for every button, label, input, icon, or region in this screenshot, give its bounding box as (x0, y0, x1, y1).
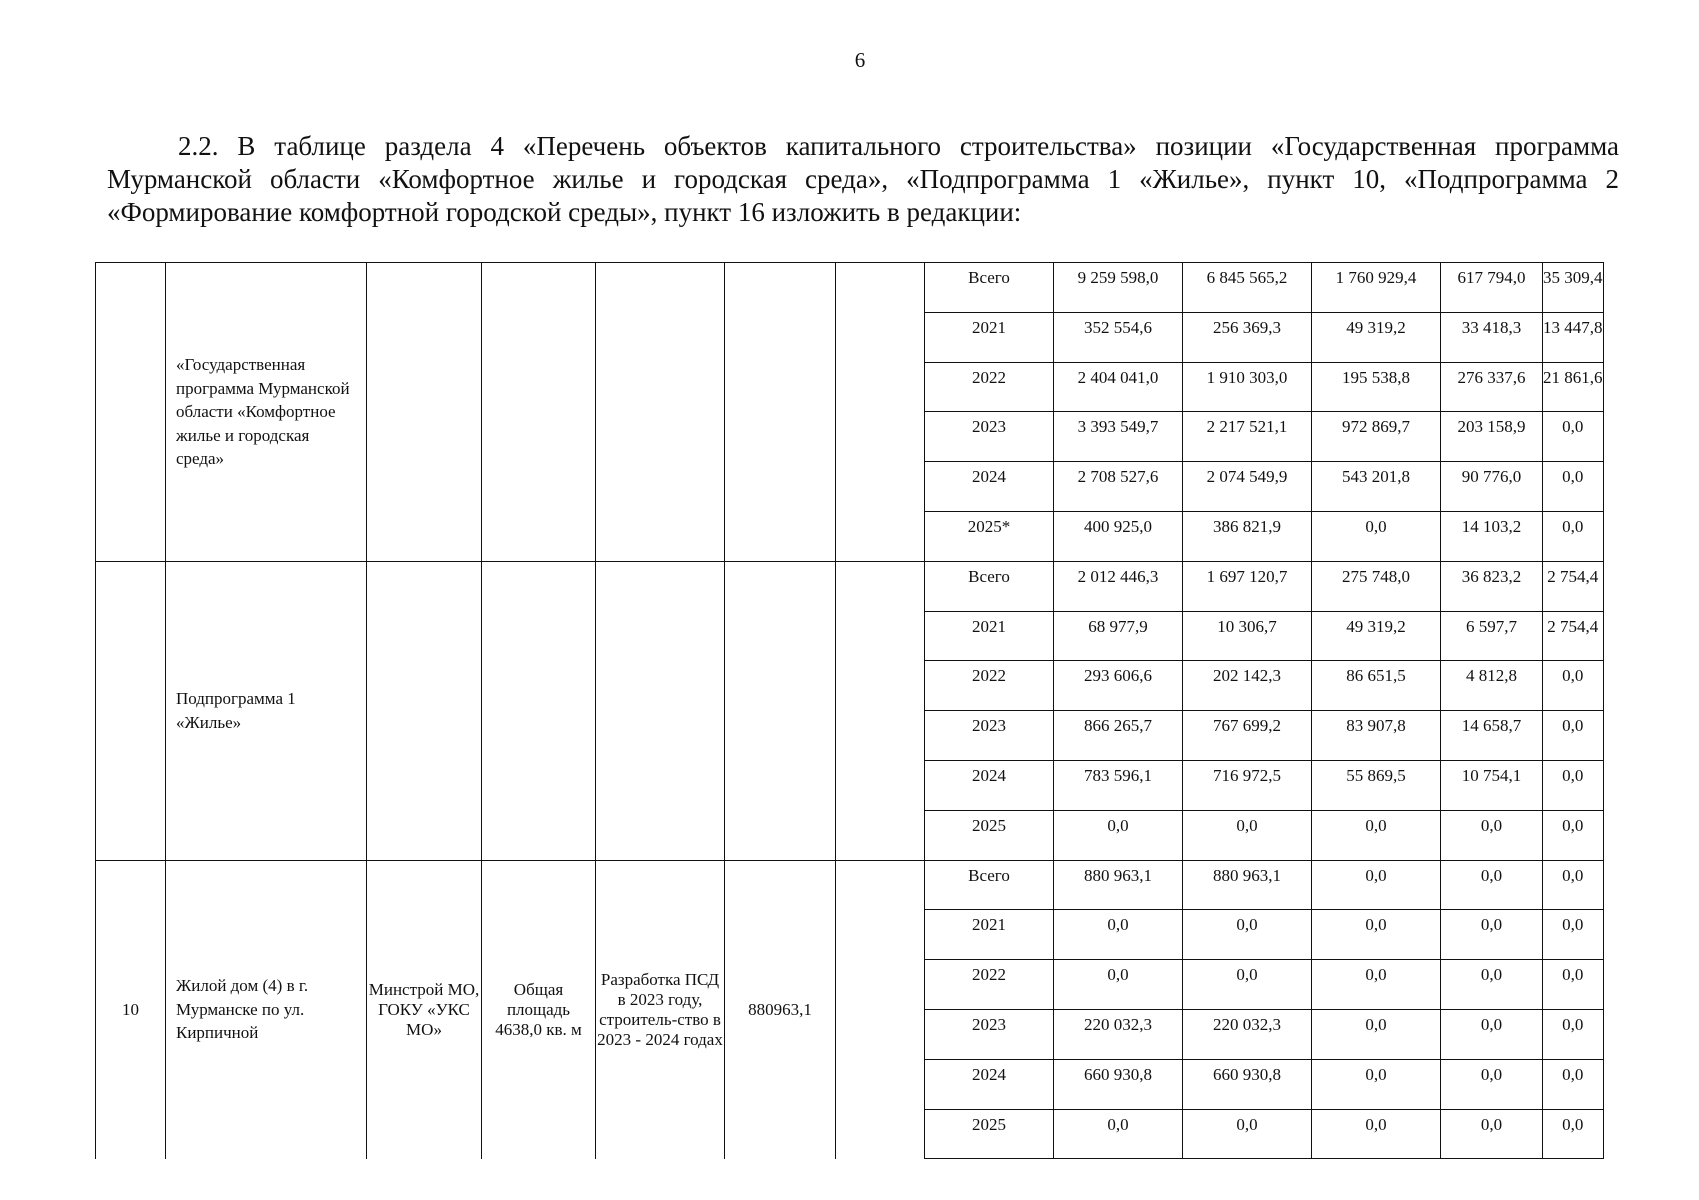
amount-cell: 86 651,5 (1312, 661, 1441, 711)
estimate-cost-cell (725, 561, 836, 860)
amount-cell: 293 606,6 (1054, 661, 1183, 711)
amount-cell: 2 754,4 (1543, 561, 1604, 611)
amount-cell: 4 812,8 (1441, 661, 1543, 711)
amount-cell: 0,0 (1543, 960, 1604, 1010)
object-name-cell: Подпрограмма 1 «Жилье» (166, 561, 367, 860)
amount-cell: 543 201,8 (1312, 462, 1441, 512)
capacity-cell: Общая площадь 4638,0 кв. м (482, 860, 596, 1159)
amount-cell: 0,0 (1543, 661, 1604, 711)
amount-cell: 0,0 (1543, 412, 1604, 462)
amount-cell: 10 754,1 (1441, 760, 1543, 810)
object-name-cell: Жилой дом (4) в г. Мурманске по ул. Кирпичной (166, 860, 367, 1159)
page-number: 6 (854, 48, 866, 72)
amount-cell: 866 265,7 (1054, 711, 1183, 761)
amount-cell: 0,0 (1054, 910, 1183, 960)
amount-cell: 0,0 (1543, 1059, 1604, 1109)
amount-cell: 2 404 041,0 (1054, 362, 1183, 412)
amount-cell: 35 309,4 (1543, 263, 1604, 313)
year-cell: 2021 (925, 611, 1054, 661)
amount-cell: 276 337,6 (1441, 362, 1543, 412)
amount-cell: 0,0 (1312, 1009, 1441, 1059)
blank-cell (836, 561, 925, 860)
amount-cell: 0,0 (1054, 1109, 1183, 1159)
year-cell: 2021 (925, 312, 1054, 362)
amount-cell: 68 977,9 (1054, 611, 1183, 661)
year-cell: 2024 (925, 760, 1054, 810)
blank-cell (836, 860, 925, 1159)
amount-cell: 220 032,3 (1054, 1009, 1183, 1059)
amount-cell: 400 925,0 (1054, 511, 1183, 561)
amount-cell: 2 012 446,3 (1054, 561, 1183, 611)
amount-cell: 716 972,5 (1183, 760, 1312, 810)
amount-cell: 0,0 (1441, 910, 1543, 960)
amount-cell: 49 319,2 (1312, 611, 1441, 661)
capital-construction-table (95, 262, 1604, 1159)
year-cell: 2025 (925, 1109, 1054, 1159)
stage-cell: Разработка ПСД в 2023 году, строитель-ство в 2023 - 2024 годах (596, 860, 725, 1159)
amount-cell: 0,0 (1543, 462, 1604, 512)
amount-cell: 0,0 (1054, 810, 1183, 860)
amount-cell: 1 697 120,7 (1183, 561, 1312, 611)
customer-cell: Минстрой МО, ГОКУ «УКС МО» (367, 860, 482, 1159)
capacity-cell (482, 561, 596, 860)
amount-cell: 275 748,0 (1312, 561, 1441, 611)
amount-cell: 33 418,3 (1441, 312, 1543, 362)
year-cell: Всего (925, 860, 1054, 910)
year-cell: 2025 (925, 810, 1054, 860)
amount-cell: 1 910 303,0 (1183, 362, 1312, 412)
customer-cell (367, 561, 482, 860)
amount-cell: 0,0 (1543, 910, 1604, 960)
amount-cell: 660 930,8 (1054, 1059, 1183, 1109)
amount-cell: 0,0 (1543, 760, 1604, 810)
intro-paragraph: 2.2. В таблице раздела 4 «Перечень объектов капитального строительства» позиции «Государственная программа Мурманской области «Комфортное жилье и городская среда», «Подпрограмма 1 «Жилье», пункт 10, «Подпрограмма 2 «Формирование комфортной городской среды», пункт 16 изложить в редакции: (107, 131, 1619, 227)
amount-cell: 220 032,3 (1183, 1009, 1312, 1059)
amount-cell: 880 963,1 (1054, 860, 1183, 910)
amount-cell: 0,0 (1441, 810, 1543, 860)
table-row (96, 263, 1604, 313)
stage-cell (596, 263, 725, 562)
amount-cell: 0,0 (1312, 1109, 1441, 1159)
amount-cell: 0,0 (1543, 511, 1604, 561)
amount-cell: 21 861,6 (1543, 362, 1604, 412)
amount-cell: 10 306,7 (1183, 611, 1312, 661)
amount-cell: 0,0 (1183, 960, 1312, 1010)
year-cell: 2023 (925, 711, 1054, 761)
year-cell: 2022 (925, 362, 1054, 412)
amount-cell: 0,0 (1543, 1009, 1604, 1059)
amount-cell: 0,0 (1441, 1059, 1543, 1109)
amount-cell: 6 845 565,2 (1183, 263, 1312, 313)
amount-cell: 0,0 (1441, 1009, 1543, 1059)
item-number-cell (96, 561, 166, 860)
item-number-cell (96, 263, 166, 562)
amount-cell: 0,0 (1543, 711, 1604, 761)
amount-cell: 9 259 598,0 (1054, 263, 1183, 313)
year-cell: 2023 (925, 1009, 1054, 1059)
table-body (96, 263, 1604, 1159)
amount-cell: 49 319,2 (1312, 312, 1441, 362)
amount-cell: 2 074 549,9 (1183, 462, 1312, 512)
amount-cell: 55 869,5 (1312, 760, 1441, 810)
amount-cell: 14 103,2 (1441, 511, 1543, 561)
year-cell: Всего (925, 561, 1054, 611)
amount-cell: 880 963,1 (1183, 860, 1312, 910)
amount-cell: 0,0 (1441, 1109, 1543, 1159)
amount-cell: 3 393 549,7 (1054, 412, 1183, 462)
year-cell: 2022 (925, 661, 1054, 711)
amount-cell: 0,0 (1543, 1109, 1604, 1159)
amount-cell: 203 158,9 (1441, 412, 1543, 462)
amount-cell: 0,0 (1543, 860, 1604, 910)
amount-cell: 352 554,6 (1054, 312, 1183, 362)
year-cell: 2023 (925, 412, 1054, 462)
amount-cell: 202 142,3 (1183, 661, 1312, 711)
amount-cell: 6 597,7 (1441, 611, 1543, 661)
amount-cell: 0,0 (1312, 1059, 1441, 1109)
amount-cell: 2 754,4 (1543, 611, 1604, 661)
amount-cell: 783 596,1 (1054, 760, 1183, 810)
amount-cell: 0,0 (1543, 810, 1604, 860)
customer-cell (367, 263, 482, 562)
amount-cell: 386 821,9 (1183, 511, 1312, 561)
amount-cell: 0,0 (1441, 860, 1543, 910)
estimate-cost-cell (725, 263, 836, 562)
table-row (96, 860, 1604, 910)
year-cell: 2024 (925, 1059, 1054, 1109)
year-cell: 2021 (925, 910, 1054, 960)
amount-cell: 617 794,0 (1441, 263, 1543, 313)
amount-cell: 256 369,3 (1183, 312, 1312, 362)
amount-cell: 0,0 (1312, 860, 1441, 910)
amount-cell: 0,0 (1183, 810, 1312, 860)
amount-cell: 90 776,0 (1441, 462, 1543, 512)
estimate-cost-cell: 880963,1 (725, 860, 836, 1159)
table-row (96, 561, 1604, 611)
amount-cell: 972 869,7 (1312, 412, 1441, 462)
amount-cell: 0,0 (1054, 960, 1183, 1010)
amount-cell: 0,0 (1183, 910, 1312, 960)
capacity-cell (482, 263, 596, 562)
year-cell: 2024 (925, 462, 1054, 512)
amount-cell: 0,0 (1312, 511, 1441, 561)
amount-cell: 660 930,8 (1183, 1059, 1312, 1109)
item-number-cell: 10 (96, 860, 166, 1159)
amount-cell: 0,0 (1312, 910, 1441, 960)
blank-cell (836, 263, 925, 562)
amount-cell: 36 823,2 (1441, 561, 1543, 611)
stage-cell (596, 561, 725, 860)
amount-cell: 195 538,8 (1312, 362, 1441, 412)
amount-cell: 0,0 (1312, 810, 1441, 860)
year-cell: 2022 (925, 960, 1054, 1010)
amount-cell: 0,0 (1312, 960, 1441, 1010)
amount-cell: 2 708 527,6 (1054, 462, 1183, 512)
year-cell: 2025* (925, 511, 1054, 561)
amount-cell: 0,0 (1441, 960, 1543, 1010)
object-name-cell: «Государственная программа Мурманской области «Комфортное жилье и городская среда» (166, 263, 367, 562)
amount-cell: 13 447,8 (1543, 312, 1604, 362)
amount-cell: 14 658,7 (1441, 711, 1543, 761)
amount-cell: 0,0 (1183, 1109, 1312, 1159)
amount-cell: 83 907,8 (1312, 711, 1441, 761)
year-cell: Всего (925, 263, 1054, 313)
amount-cell: 2 217 521,1 (1183, 412, 1312, 462)
amount-cell: 767 699,2 (1183, 711, 1312, 761)
amount-cell: 1 760 929,4 (1312, 263, 1441, 313)
